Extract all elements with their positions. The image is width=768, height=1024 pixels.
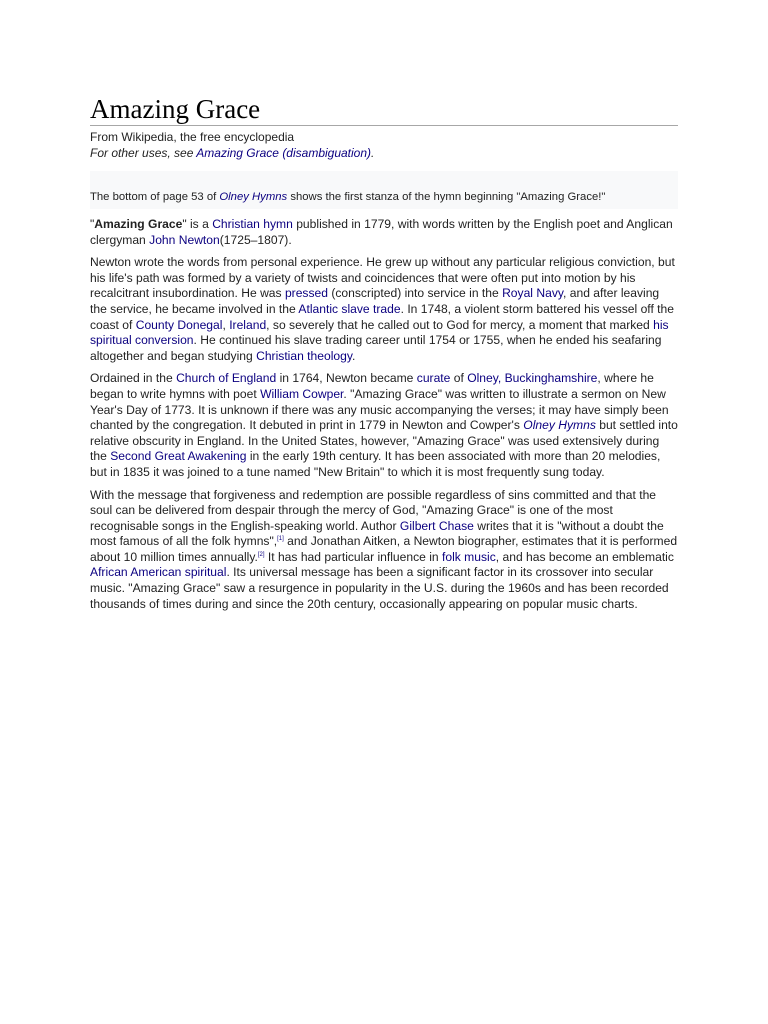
bold-title: Amazing Grace xyxy=(94,217,183,231)
reference-1-link[interactable]: [1] xyxy=(277,536,284,543)
text: (conscripted) into service in the xyxy=(327,286,503,301)
caption-text: The bottom of page 53 of xyxy=(90,191,220,203)
text: in 1764, Newton became xyxy=(276,371,417,386)
text: of xyxy=(450,371,468,386)
spiritual-conversion-link[interactable]: his spiritual conversion xyxy=(90,317,669,348)
caption-olney-hymns-link[interactable]: Olney Hymns xyxy=(219,191,288,203)
olney-buckinghamshire-link[interactable]: Olney, Buckinghamshire xyxy=(467,371,598,386)
text: , so severely that he called out to God for mercy, a moment that marked xyxy=(266,317,654,332)
text: , and has become an emblematic xyxy=(495,549,674,564)
john-newton-link[interactable]: John Newton xyxy=(149,232,220,247)
william-cowper-link[interactable]: William Cowper xyxy=(260,386,344,401)
text: , and after leaving the service, he became involved in the xyxy=(90,286,660,316)
african-american-spiritual-link[interactable]: African American spiritual xyxy=(90,565,227,580)
text: . Its universal message has been a significant factor in its crossover into secular music. "Amazing Grace" saw a resurgence in popularity in the U.S. during the 1960s and has been recorded thousands of times during and since the 20th century, occasionally appearing on popular music charts. xyxy=(90,565,669,611)
page-title: Amazing Grace xyxy=(90,93,678,126)
site-tagline: From Wikipedia, the free encyclopedia xyxy=(90,130,295,144)
text: writes that it is "without a doubt the most famous of all the folk hymns", xyxy=(90,518,664,549)
paragraph-ordained xyxy=(90,371,678,480)
text: . In 1748, a violent storm battered his vessel off the coast of xyxy=(90,301,674,332)
royal-navy-link[interactable]: Royal Navy xyxy=(502,286,564,301)
curate-link[interactable]: curate xyxy=(416,371,451,386)
ireland-link[interactable]: Ireland xyxy=(229,317,267,332)
county-donegal-link[interactable]: County Donegal xyxy=(135,317,223,332)
text: " xyxy=(90,217,95,231)
paragraph-message xyxy=(90,488,678,613)
reference-2-link[interactable]: [2] xyxy=(257,551,265,558)
text: . xyxy=(352,348,356,363)
text: but settled into relative obscurity in England. In the United States, however, "Amazing Grace" was used extensively during the xyxy=(90,418,678,464)
text: in the early 19th century. It has been associated with more than 20 melodies, but in 1835 it was joined to a tune named "New Britain" to which it is most frequently sung today. xyxy=(90,449,661,479)
text: Newton wrote the words from personal experience. He grew up without any particular religious conviction, but his life's path was formed by a variety of twists and coincidences that were often put into motion by his recalcitrant insubordination. He was xyxy=(90,255,675,301)
text: Ordained in the xyxy=(90,371,177,386)
hatnote-suffix: . xyxy=(371,146,375,160)
image-caption xyxy=(90,171,678,209)
text: published in 1779, with words written by the English poet and Anglican clergyman xyxy=(90,217,673,247)
text: . "Amazing Grace" was written to illustrate a sermon on New Year's Day of 1773. It is unknown if there was any music accompanying the verses; it may have simply been chanted by the congregation. It debuted in print in 1779 in Newton and Cowper's xyxy=(90,386,669,433)
text: , xyxy=(222,317,230,332)
hatnote xyxy=(90,145,678,161)
article xyxy=(90,93,678,612)
christian-theology-link[interactable]: Christian theology xyxy=(256,348,352,363)
folk-music-link[interactable]: folk music xyxy=(442,549,496,564)
pressed-link[interactable]: pressed xyxy=(284,286,328,301)
christian-hymn-link[interactable]: Christian hymn xyxy=(212,217,293,231)
text: " is a xyxy=(182,217,213,231)
gilbert-chase-link[interactable]: Gilbert Chase xyxy=(399,518,474,533)
atlantic-slave-trade-link[interactable]: Atlantic slave trade xyxy=(298,301,401,316)
church-of-england-link[interactable]: Church of England xyxy=(176,371,277,386)
text: , where he began to write hymns with poet xyxy=(90,371,654,401)
olney-hymns-link[interactable]: Olney Hymns xyxy=(523,418,596,433)
hatnote-text: For other uses, see xyxy=(90,146,197,160)
text: (1725–1807). xyxy=(219,232,292,247)
disambiguation-link[interactable]: Amazing Grace (disambiguation) xyxy=(196,146,372,160)
text: With the message that forgiveness and redemption are possible regardless of sins committed and that the soul can be delivered from despair through the mercy of God, "Amazing Grace" is one of the most recognisable songs in the English-speaking world. Author xyxy=(90,487,657,533)
paragraph-newton xyxy=(90,255,678,364)
text: It has had particular influence in xyxy=(264,549,442,564)
second-great-awakening-link[interactable]: Second Great Awakening xyxy=(110,449,247,464)
text: and Jonathan Aitken, a Newton biographer, estimates that it is performed about 10 million times annually. xyxy=(90,534,678,564)
caption-text: shows the first stanza of the hymn beginning "Amazing Grace!" xyxy=(287,191,606,203)
paragraph-intro xyxy=(90,217,678,248)
text: . He continued his slave trading career until 1754 or 1755, when he ended his seafaring altogether and began studying xyxy=(90,333,662,363)
